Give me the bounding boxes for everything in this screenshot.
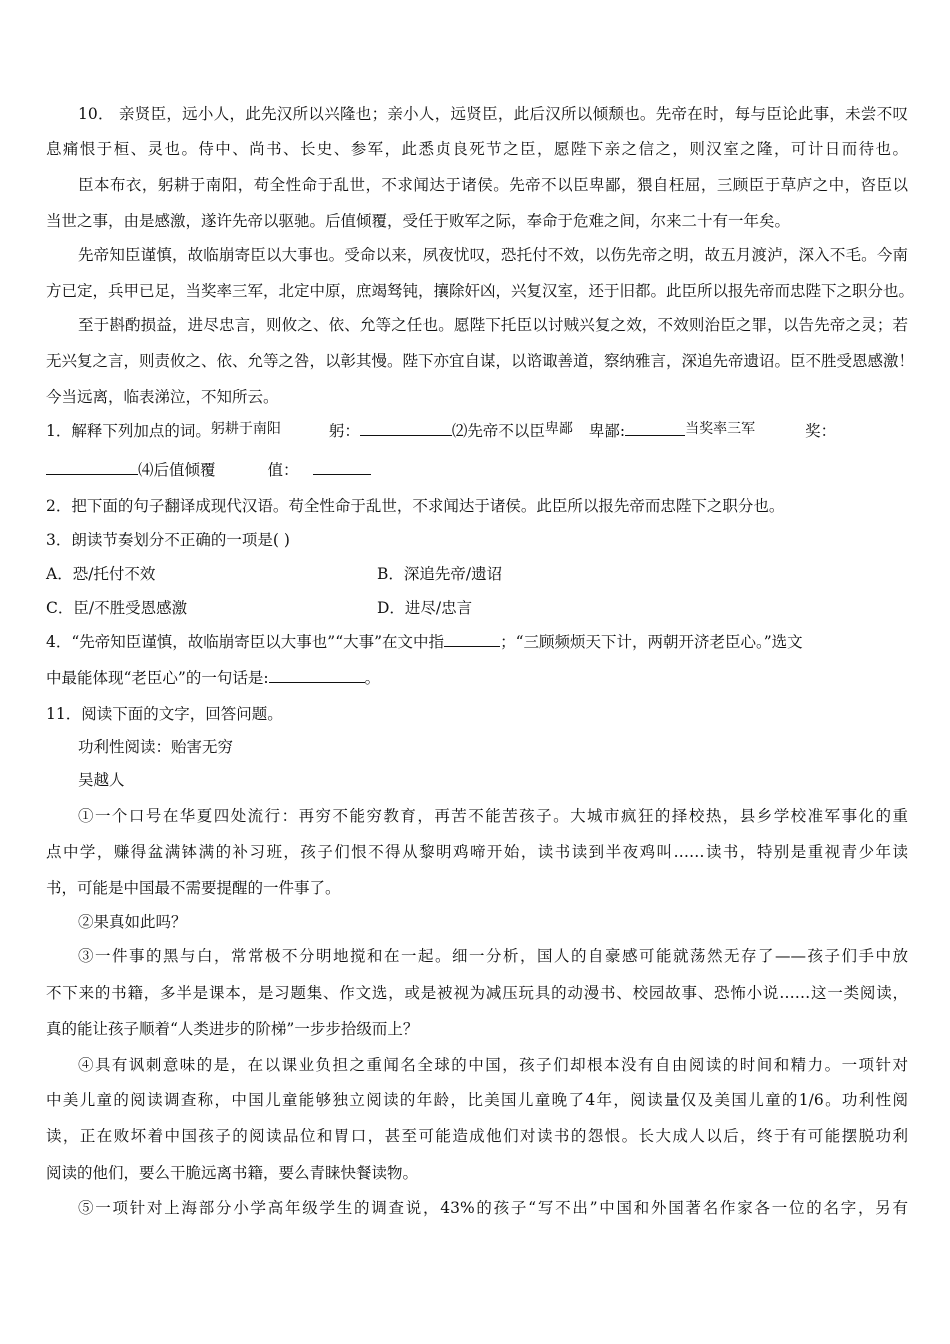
- q3-option-d: D．进尽/忠言: [377, 599, 473, 617]
- q1-item3-label: 奖：: [805, 422, 837, 440]
- question-4-line2: [46, 668, 380, 688]
- article-line: ⑤一项针对上海部分小学高年级学生的调查说，43%的孩子“写不出”中国和外国著名作家各一位的名字，另有: [78, 1199, 908, 1217]
- question-3-stem: 3．朗读节奏划分不正确的一项是( ): [46, 531, 290, 549]
- passage10-line: 无兴复之言，则责攸之、依、允等之咎，以彰其慢。陛下亦宜自谋，以谘诹善道，察纳雅言，深追先帝遗诏。臣不胜受恩感激！: [46, 352, 915, 370]
- passage10-line: 方已定，兵甲已足，当奖率三军，北定中原，庶竭驽钝，攘除奸凶，兴复汉室，还于旧都。此臣所以报先帝而忠陛下之职分也。: [46, 282, 915, 300]
- q4-answer-blank-2[interactable]: [269, 668, 365, 683]
- q4-text-a: 4．“先帝知臣谨慎，故临崩寄臣以大事也”“大事”在文中指: [46, 633, 445, 651]
- passage10-line: 先帝知臣谨慎，故临崩寄臣以大事也。受命以来，夙夜忧叹，恐托付不效，以伤先帝之明，故五月渡泸，深入不毛。今南: [78, 246, 908, 264]
- article-line: ①一个口号在华夏四处流行：再穷不能穷教育，再苦不能苦孩子。大城市疯狂的择校热，县乡学校准军事化的重: [78, 807, 908, 825]
- article-line: 读，正在败坏着中国孩子的阅读品位和胃口，甚至可能造成他们对读书的怨恨。长大成人以后，终于有可能摆脱功利: [46, 1127, 908, 1145]
- q1-answer-blank-3[interactable]: [46, 460, 138, 475]
- article-line: 阅读的他们，要么干脆远离书籍，要么青睐快餐读物。: [46, 1164, 419, 1182]
- question-2: 2．把下面的句子翻译成现代汉语。苟全性命于乱世，不求闻达于诸侯。此臣所以报先帝而忠陛下之职分也。: [46, 497, 785, 515]
- article-line: 中美儿童的阅读调查称，中国儿童能够独立阅读的年龄，比美国儿童晚了4年，阅读量仅及美国儿童的1/6。功利性阅: [46, 1091, 908, 1109]
- article-line: 不下来的书籍，多半是课本，是习题集、作文选，或是被视为减压玩具的动漫书、校园故事、恐怖小说……这一类阅读，: [46, 984, 908, 1002]
- q1-item2-label: 卑鄙:: [588, 422, 626, 440]
- passage10-line: 当世之事，由是感激，遂许先帝以驱驰。后值倾覆，受任于败军之际，奉命于危难之间，尔来二十有一年矣。: [46, 212, 791, 230]
- q4-text-c: 中最能体现“老臣心”的一句话是:: [46, 669, 269, 687]
- question-1-line2: [46, 460, 371, 480]
- question-1-line1: [46, 421, 836, 442]
- passage10-line: 至于斟酌损益，进尽忠言，则攸之、依、允等之任也。愿陛下托臣以讨贼兴复之效，不效则治臣之罪，以告先帝之灵；若: [78, 316, 908, 334]
- q1-item4: ⑷后值倾覆: [138, 461, 216, 479]
- q1-item4-label: 值：: [267, 461, 299, 479]
- q4-text-d: 。: [364, 669, 381, 687]
- article-title: 功利性阅读：贻害无穷: [78, 738, 234, 756]
- q1-item2: ⑵先帝不以臣: [451, 422, 545, 440]
- q4-text-b: ；“三顾频烦天下计，两朝开济老臣心。”选文: [500, 633, 803, 651]
- question-4-line1: [46, 632, 803, 652]
- article-line: ④具有讽刺意味的是，在以课业负担之重闻名全球的中国，孩子们却根本没有自由阅读的时间和精力。一项针对: [78, 1056, 908, 1074]
- passage10-line: 息痛恨于桓、灵也。侍中、尚书、长史、参军，此悉贞良死节之臣，愿陛下亲之信之，则汉室之隆，可计日而待也。: [46, 140, 908, 158]
- question-11-stem: 11．阅读下面的文字，回答问题。: [46, 705, 283, 723]
- q1-answer-blank-2[interactable]: [625, 421, 685, 436]
- q1-answer-blank-1[interactable]: [360, 421, 452, 436]
- q3-option-c: C．臣/不胜受恩感激: [46, 599, 188, 617]
- article-line: 点中学，赚得盆满钵满的补习班，孩子们恨不得从黎明鸡啼开始，读书读到半夜鸡叫……读书，特别是重视青少年读: [46, 843, 908, 861]
- q1-answer-blank-4[interactable]: [313, 460, 371, 475]
- article-line: 书，可能是中国最不需要提醒的一件事了。: [46, 879, 341, 897]
- article-author: 吴越人: [78, 771, 125, 789]
- q1-item1-label: 躬：: [328, 422, 360, 440]
- passage10-line: 臣本布衣，躬耕于南阳，苟全性命于乱世，不求闻达于诸侯。先帝不以臣卑鄙，猥自枉屈，三顾臣于草庐之中，咨臣以: [78, 176, 908, 194]
- article-line: ②果真如此吗？: [78, 913, 187, 931]
- passage10-line: 今当远离，临表涕泣，不知所云。: [46, 388, 279, 406]
- article-line: 真的能让孩子顺着“人类进步的阶梯”一步步拾级而上？: [46, 1020, 419, 1038]
- q1-item3: 当奖率三军: [685, 421, 756, 437]
- q3-option-b: B．深追先帝/遗诏: [377, 565, 503, 583]
- q1-item1: 躬耕于南阳: [210, 421, 281, 437]
- q1-stem: 1．解释下列加点的词。: [46, 422, 211, 440]
- article-line: ③一件事的黑与白，常常极不分明地搅和在一起。细一分析，国人的自豪感可能就荡然无存了——孩子们手中放: [78, 947, 908, 965]
- q3-option-a: A．恐/托付不效: [46, 565, 156, 583]
- q4-answer-blank-1[interactable]: [444, 632, 500, 647]
- passage10-line: 10． 亲贤臣，远小人，此先汉所以兴隆也；亲小人，远贤臣，此后汉所以倾颓也。先帝在时，每与臣论此事，未尝不叹: [78, 105, 908, 123]
- q1-item2-word: 卑鄙: [544, 421, 573, 437]
